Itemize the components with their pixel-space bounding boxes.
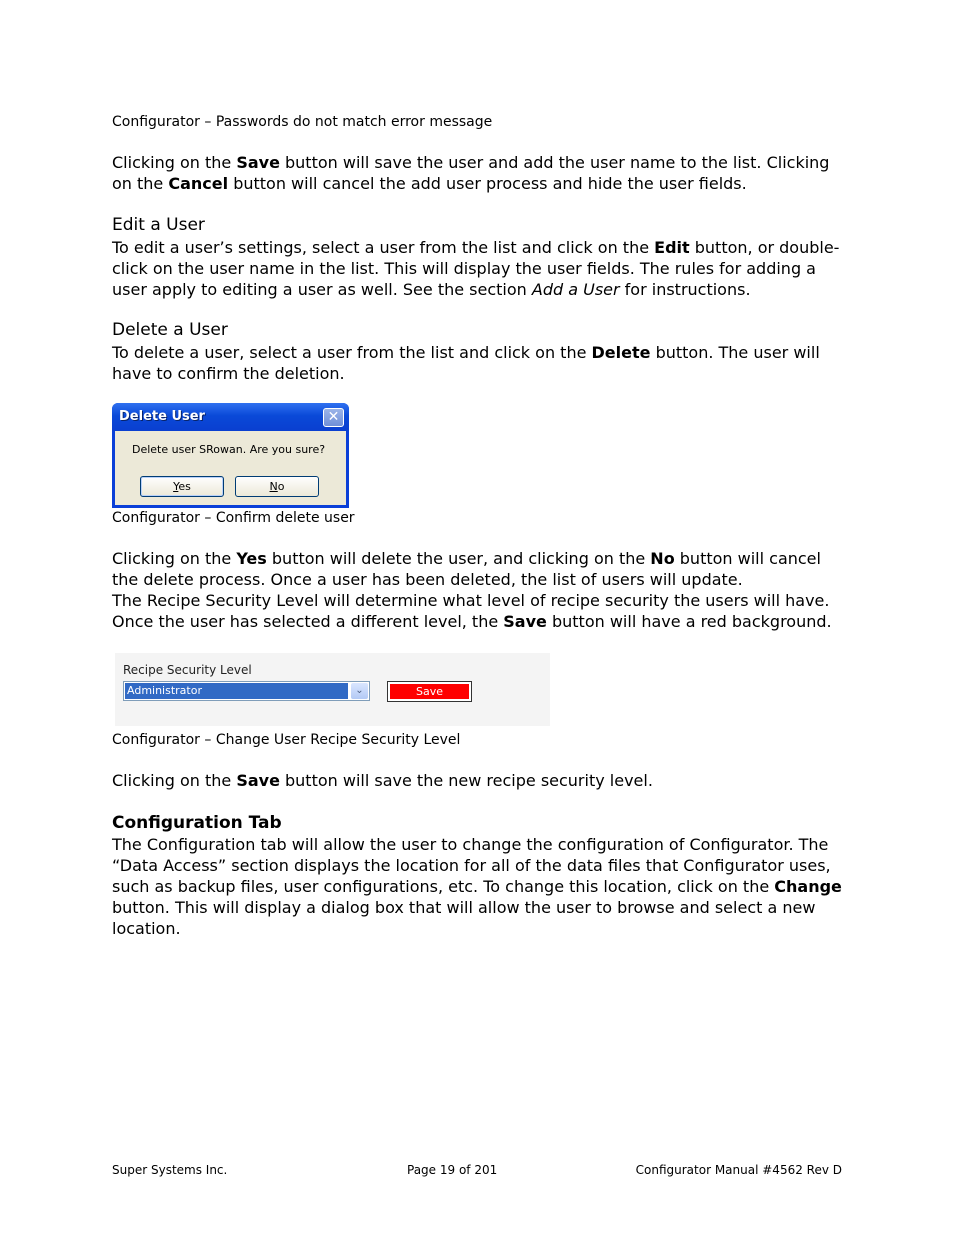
yes-button[interactable]: Yes [140, 476, 224, 497]
edit-user-paragraph: To edit a user’s settings, select a user from the list and click on the Edit button, or double-click on the user name in the list. This will display the user fields. The rules for adding a user apply to editing a user as well. See the section Add a User for instructions. [112, 238, 840, 299]
figure-caption-confirm-delete: Configurator – Confirm delete user [112, 510, 355, 526]
delete-user-dialog [112, 403, 349, 508]
save-term: Save [236, 771, 280, 790]
no-term: No [650, 549, 675, 568]
no-button[interactable]: No [235, 476, 319, 497]
change-term: Change [774, 877, 842, 896]
save-level-paragraph: Clicking on the Save button will save the new recipe security level. [112, 771, 653, 790]
save-term: Save [503, 612, 547, 631]
footer-manual-id: Configurator Manual #4562 Rev D [635, 1163, 842, 1177]
recipe-security-label: Recipe Security Level [123, 663, 252, 677]
add-user-reference: Add a User [531, 280, 620, 299]
chevron-down-icon[interactable]: ⌄ [351, 683, 368, 699]
recipe-security-select[interactable] [123, 681, 370, 701]
yes-no-paragraph: Clicking on the Yes button will delete the user, and clicking on the No button will cancel the delete process. Once a user has been deleted, the list of users will update. [112, 549, 821, 589]
footer-page-number: Page 19 of 201 [407, 1163, 498, 1177]
edit-user-heading: Edit a User [112, 215, 205, 235]
dialog-title: Delete User [119, 409, 205, 424]
cancel-term: Cancel [168, 174, 229, 193]
configuration-tab-heading: Configuration Tab [112, 813, 282, 833]
figure-caption-passwords-mismatch: Configurator – Passwords do not match error message [112, 114, 493, 130]
yes-term: Yes [236, 549, 267, 568]
security-level-paragraph: The Recipe Security Level will determine what level of recipe security the users will have. Once the user has selected a different level, the Save button will have a red background. [112, 591, 832, 631]
recipe-security-panel [115, 653, 550, 726]
footer-company: Super Systems Inc. [112, 1163, 228, 1177]
save-term: Save [236, 153, 280, 172]
save-cancel-paragraph: Clicking on the Save button will save the user and add the user name to the list. Clicking on the Cancel button will cancel the add user process and hide the user fields. [112, 153, 830, 193]
figure-caption-change-security: Configurator – Change User Recipe Security Level [112, 732, 461, 748]
dialog-body [115, 431, 346, 505]
delete-term: Delete [591, 343, 651, 362]
delete-user-heading: Delete a User [112, 320, 228, 340]
selected-security-level: Administrator [125, 683, 348, 699]
configuration-tab-paragraph: The Configuration tab will allow the user to change the configuration of Configurator. The “Data Access” section displays the location for all of the data files that Configurator uses, such as backup files, user configurations, etc. To change this location, click on the Change button. This will display a dialog box that will allow the user to browse and select a new location. [112, 835, 842, 938]
save-button-label: Save [390, 684, 469, 699]
delete-user-paragraph: To delete a user, select a user from the list and click on the Delete button. The user will have to confirm the deletion. [112, 343, 820, 383]
edit-term: Edit [654, 238, 690, 257]
save-button[interactable] [387, 681, 472, 702]
close-icon[interactable]: ✕ [323, 408, 344, 427]
dialog-titlebar [112, 403, 349, 431]
dialog-message: Delete user SRowan. Are you sure? [132, 443, 326, 456]
